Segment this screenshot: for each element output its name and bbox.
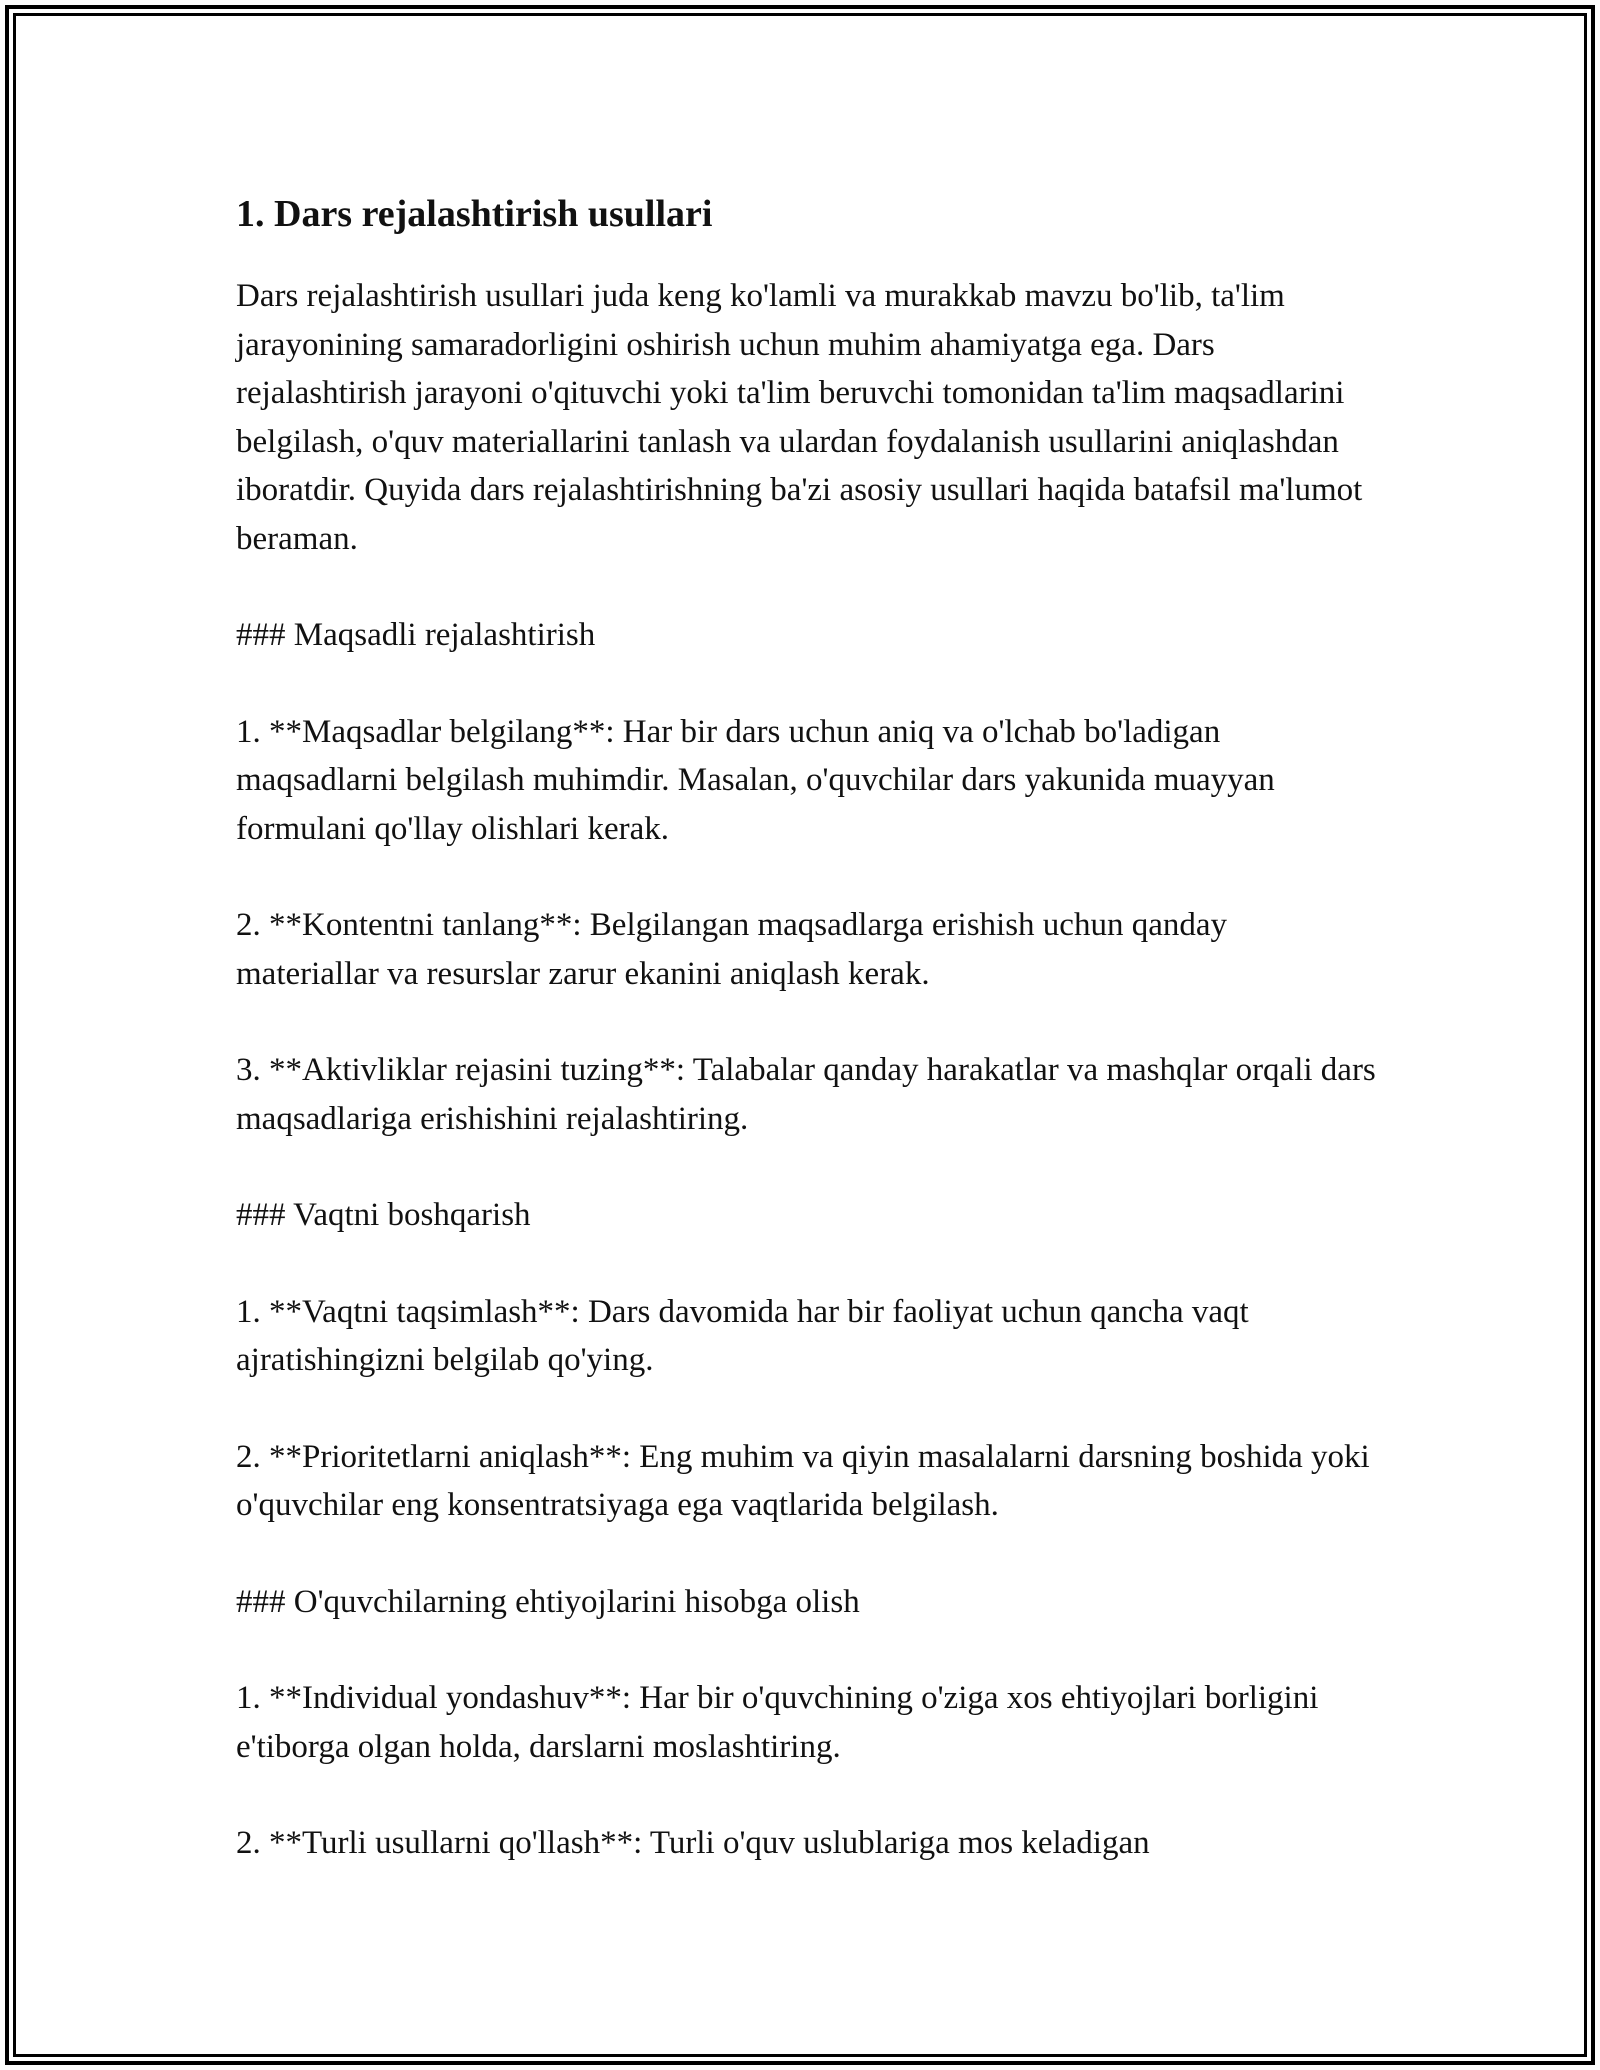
list-item: 2. **Turli usullarni qo'llash**: Turli o'quv uslublariga mos keladigan [236, 1825, 1150, 1861]
section-heading-vaqt: ### Vaqtni boshqarish [236, 1197, 531, 1233]
section-heading-ehtiyojlar: ### O'quvchilarning ehtiyojlarini hisobga olish [236, 1583, 860, 1620]
list-item: 1. **Maqsadlar belgilang**: Har bir dars uchun aniq va o'lchab bo'ladigan maqsadlarni belgilash muhimdir. Masalan, o'quvchilar dars yakunida muayyan formulani qo'llay olishlari kerak. [236, 713, 1275, 847]
list-item: 3. **Aktivliklar rejasini tuzing**: Talabalar qanday harakatlar va mashqlar orqali dars maqsadlariga erishishini rejalashtiring. [236, 1052, 1376, 1137]
list-item: 2. **Prioritetlarni aniqlash**: Eng muhim va qiyin masalalarni darsning boshida yoki o'quvchilar eng konsentratsiyaga ega vaqtlarida belgilash. [236, 1438, 1370, 1523]
section-heading-maqsadli: ### Maqsadli rejalashtirish [236, 617, 596, 653]
document-title: 1. Dars rejalashtirish usullari [236, 193, 713, 235]
list-item: 1. **Vaqtni taqsimlash**: Dars davomida har bir faoliyat uchun qancha vaqt ajratishingizni belgilab qo'ying. [236, 1293, 1249, 1378]
document-body [236, 188, 1376, 1868]
list-item: 2. **Kontentni tanlang**: Belgilangan maqsadlarga erishish uchun qanday materiallar va resurslar zarur ekanini aniqlash kerak. [236, 907, 1227, 992]
intro-paragraph: Dars rejalashtirish usullari juda keng ko'lamli va murakkab mavzu bo'lib, ta'lim jarayonining samaradorligini oshirish uchun muhim ahamiyatga ega. Dars rejalashtirish jarayoni o'qituvchi yoki ta'lim beruvchi tomonidan ta'lim maqsadlarini belgilash, o'quv materiallarini tanlash va ulardan foydalanish usullarini aniqlashdan iboratdir. Quyida dars rejalashtirishning ba'zi asosiy usullari haqida batafsil ma'lumot beraman. [236, 278, 1363, 557]
list-item: 1. **Individual yondashuv**: Har bir o'quvchining o'ziga xos ehtiyojlari borligini e'tiborga olgan holda, darslarni moslashtiring. [236, 1680, 1319, 1765]
